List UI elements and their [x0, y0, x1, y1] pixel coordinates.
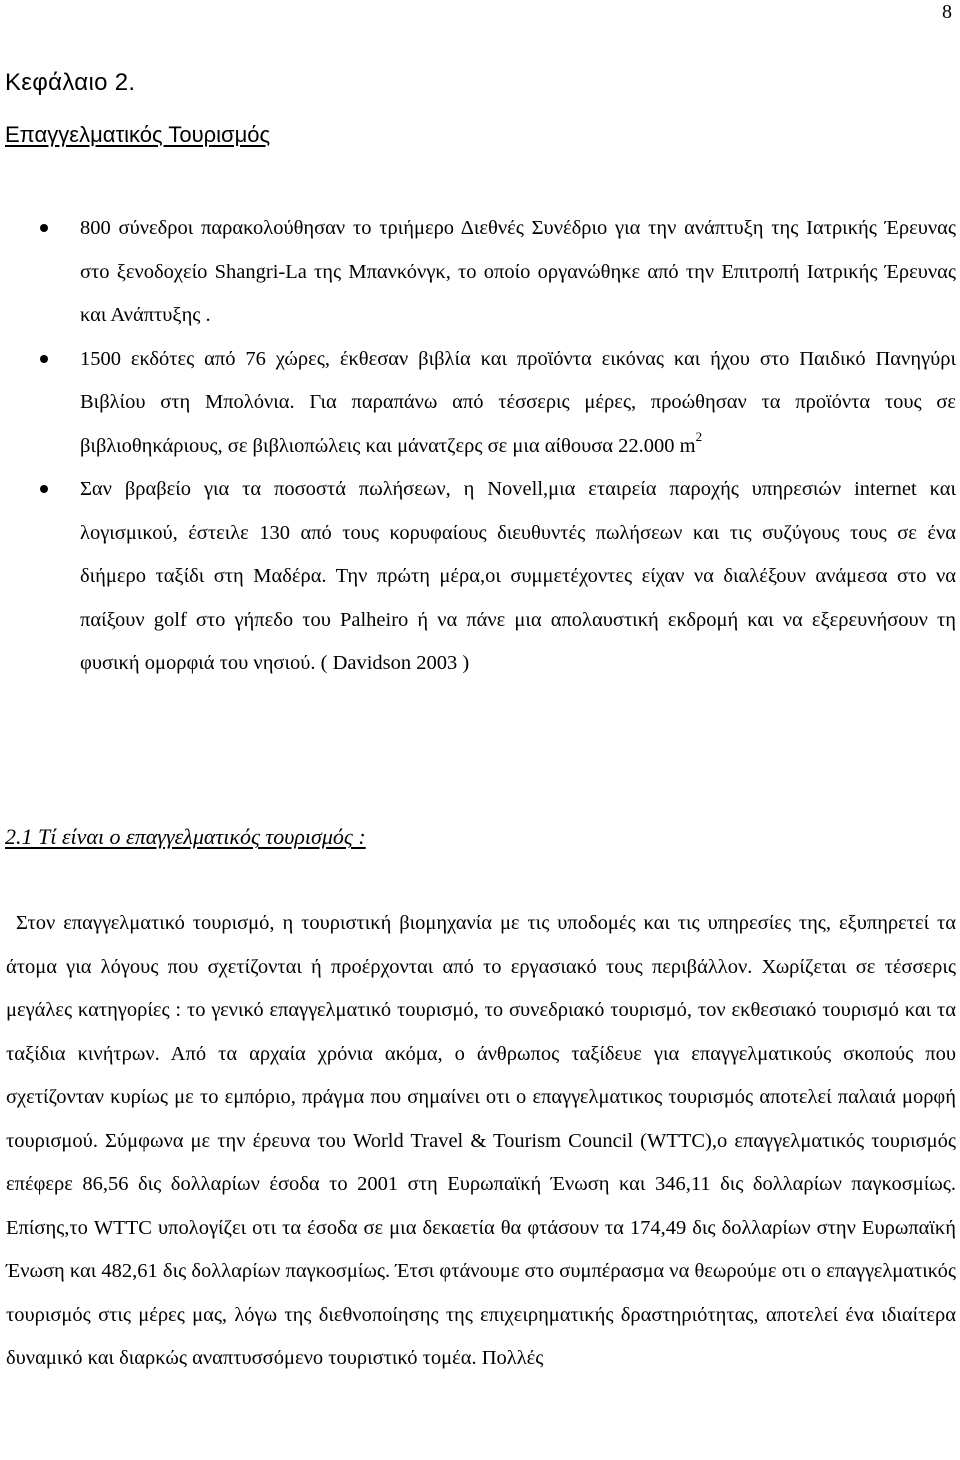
bullet-list — [0, 207, 960, 686]
bullet-text: Σαν βραβείο για τα ποσοστά πωλήσεων, η Novell,μια εταιρεία παροχής υπηρεσιών internet και λογισμικού, έστειλε 130 από τους κορυφαίους διευθυντές πωλήσεων και τις συζύγους τους σε ένα διήμερο ταξίδι στη Μαδέρα. Την πρώτη μέρα,οι συμμετέχοντες είχαν να διαλέξουν ανάμεσα στο να παίξουν golf στο γήπεδο του Palheiro ή να πάνε μια απολαυστική εκδρομή και να εξερευνήσουν τη φυσική ομορφιά του νησιού. ( Davidson 2003 ) — [80, 478, 956, 674]
section-heading: 2.1 Τί είναι ο επαγγελματικός τουρισμός : — [5, 824, 366, 849]
bullet-text: 800 σύνεδροι παρακολούθησαν το τριήμερο Διεθνές Συνέδριο για την ανάπτυξη της Ιατρικής Έρευνας στο ξενοδοχείο Shangri-La της Μπανκόνγκ, το οποίο οργανώθηκε από την Επιτροπή Ιατρικής Έρευνας και Ανάπτυξης . — [80, 217, 956, 326]
bullet-icon — [40, 485, 48, 493]
chapter-subtitle: Επαγγελματικός Τουρισμός — [5, 122, 271, 147]
body-paragraph: Στον επαγγελματικό τουρισμό, η τουριστική βιομηχανία με τις υποδομές και τις υπηρεσίες της, εξυπηρετεί τα άτομα για λόγους που σχετίζονται ή προέρχονται από το εργασιακό τους περιβάλλον. Χωρίζεται σε τέσσερις μεγάλες κατηγορίες : το γενικό επαγγελματικό τουρισμό, το συνεδριακό τουρισμό, τον εκθεσιακό τουρισμό και τα ταξίδια κινήτρων. Από τα αρχαία χρόνια ακόμα, ο άνθρωπος ταξίδευε για επαγγελματικούς σκοπούς που σχετίζονταν κυρίως με το εμπόριο, πράγμα που σημαίνει οτι ο επαγγελματικος τουρισμός αποτελεί παλαιά μορφή τουρισμού. Σύμφωνα με την έρευνα του World Travel & Tourism Council (WTTC),ο επαγγελματικός τουρισμός επέφερε 86,56 δις δολλαρίων έσοδα το 2001 στη Ευρωπαϊκή Ένωση και 346,11 δις δολλαρίων παγκοσμίως. Επίσης,το WTTC υπολογίζει οτι τα έσοδα σε μια δεκαετία θα φτάσουν τα 174,49 δις δολλαρίων στην Ευρωπαϊκή Ένωση και 482,61 δις δολλαρίων παγκοσμίως. Έτσι φτάνουμε στο συμπέρασμα να θεωρούμε οτι ο επαγγελματικός τουρισμός στις μέρες μας, λόγω της διεθνοποίησης της επιχειρηματικής δραστηριότητας, αποτελεί ένα ιδιαίτερα δυναμικό και διαρκώς αναπτυσσόμενο τουριστικό τομέα. Πολλές — [6, 912, 956, 1369]
page-number: 8 — [942, 1, 952, 23]
superscript-exponent: 2 — [695, 428, 703, 444]
bullet-icon — [40, 355, 48, 363]
bullet-icon — [40, 224, 48, 232]
bullet-text: 1500 εκδότες από 76 χώρες, έκθεσαν βιβλία και προϊόντα εικόνας και ήχου στο Παιδικό Πανηγύρι Βιβλίου στη Μπολόνια. Για παραπάνω από τέσσερις μέρες, προώθησαν τα προϊόντα τους σε βιβλιοθηκάριους, σε βιβλιοπώλεις και μάνατζερς σε μια αίθουσα 22.000 m — [80, 347, 956, 457]
chapter-title: Κεφάλαιο 2. — [5, 69, 136, 96]
bullet-item-book-fair — [0, 338, 960, 469]
bullet-item-novell-award — [0, 468, 960, 686]
bullet-item-congress — [0, 207, 960, 338]
